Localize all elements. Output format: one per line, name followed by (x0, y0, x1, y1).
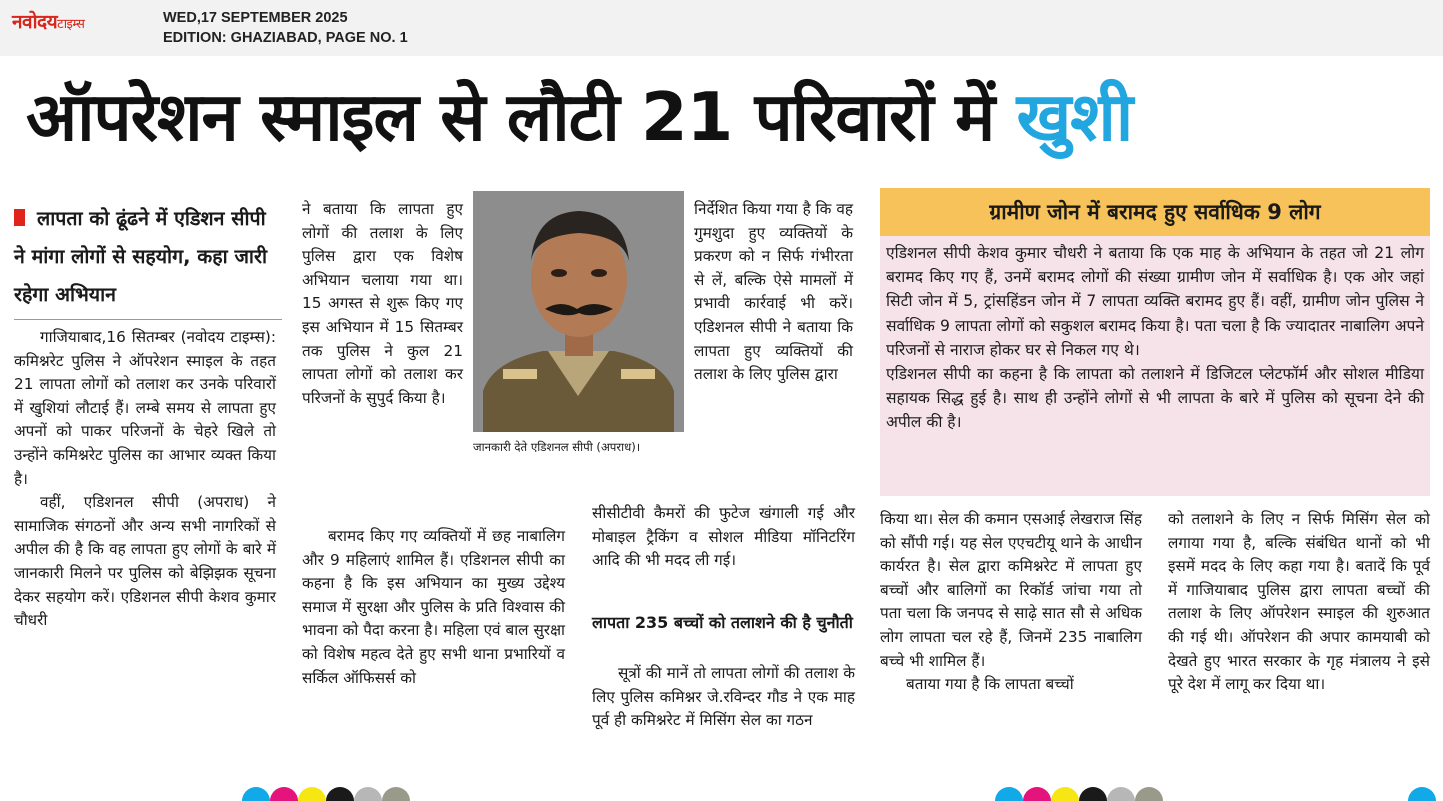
article-column-4 (880, 508, 1142, 697)
sidebar-box-title: ग्रामीण जोन में बरामद हुए सर्वाधिक 9 लोग (880, 188, 1430, 236)
paragraph: बरामद किए गए व्यक्तियों में छह नाबालिग और 9 महिलाएं शामिल हैं। एडिशनल सीपी का कहना है कि इस अभियान का मुख्य उद्देश्य समाज में सुरक्षा और पुलिस के प्रति विश्वास की भावना को पैदा करना है। महिला एवं बाल सुरक्षा को विशेष महत्व देते हुए सभी थाना प्रभारियों व सर्किल ऑफिसर्स को (302, 527, 565, 687)
publication-date: WED,17 SEPTEMBER 2025 (163, 10, 348, 26)
paragraph: को तलाशने के लिए न सिर्फ मिसिंग सेल को लगाया गया है, बल्कि संबंधित थानों को भी इसमें मदद के लिए कहा गया है। बतादें कि पूर्व में गाजियाबाद पुलिस द्वारा लापता बच्चों की तलाश के लिए ऑपरेशन स्माइल की शुरुआत की गई थी। ऑपरेशन की अपार कामयाबी को देखते हुए भारत सरकार के गृह मंत्रालय ने इसे पूरे देश में लागू कर दिया था। (1168, 510, 1430, 694)
bullet-square-icon (14, 209, 25, 226)
edition-info (163, 8, 408, 48)
article-column-1 (14, 326, 276, 633)
paragraph: एडिशनल सीपी का कहना है कि लापता को तलाशने में डिजिटल प्लेटफॉर्म और सोशल मीडिया सहायक सिद्ध हुई है। साथ ही उन्होंने लोगों से भी लापता के बारे में पुलिस को सूचना देने की अपील की है। (886, 365, 1424, 432)
paragraph: ने बताया कि लापता हुए लोगों की तलाश के लिए पुलिस द्वारा एक विशेष अभियान चलाया गया था। 15 अगस्त से शुरू किए गए इस अभियान में 15 सितम्बर तक पुलिस ने कुल 21 लापता लोगों को तलाश कर परिजनों के सुपुर्द किया है। (302, 200, 463, 407)
divider (14, 319, 282, 320)
article-column-3b (592, 502, 855, 573)
paragraph: किया था। सेल की कमान एसआई लेखराज सिंह को सौंपी गई। यह सेल एएचटीयू थाने के आधीन कार्यरत है। सेल द्वारा कमिश्नरेट में लापता हुए बच्चों और बालिगों का रिकॉर्ड जांचा गया तो पता चला कि जनपद से साढ़े सात सौ से अधिक लोग लापता चल रहे हैं, जिनमें 235 नाबालिग बच्चे भी शामिल हैं। (880, 510, 1142, 670)
photo-official (473, 191, 684, 432)
masthead-bar (0, 0, 1443, 56)
article-column-2b (302, 525, 565, 690)
edition-line: EDITION: GHAZIABAD, PAGE NO. 1 (163, 30, 408, 46)
article-column-2a (302, 198, 463, 410)
paragraph: निर्देशित किया गया है कि वह गुमशुदा हुए व्यक्तियों के प्रकरण को न सिर्फ गंभीरता से लें, बल्कि ऐसे मामलों में प्रभावी कार्रवाई भी करें। एडिशनल सीपी ने बताया कि लापता हुए व्यक्तियों की तलाश के लिए पुलिस द्वारा (694, 200, 853, 384)
article-column-3c (592, 662, 855, 733)
article-column-5 (1168, 508, 1430, 697)
photo-caption: जानकारी देते एडिशनल सीपी (अपराध)। (473, 440, 641, 454)
paragraph: सीसीटीवी कैमरों की फुटेज खंगाली गई और मोबाइल ट्रैकिंग व सोशल मीडिया मॉनिटरिंग आदि की भी मदद ली गई। (592, 504, 855, 570)
paragraph: बताया गया है कि लापता बच्चों (906, 675, 1074, 694)
paragraph: वहीं, एडिशनल सीपी (अपराध) ने सामाजिक संगठनों और अन्य सभी नागरिकों से अपील की है कि वह लापता हुए लोगों के बारे में जानकारी मिलने पर पुलिस को बेझिझक सूचना देकर सहयोग करें। एडिशनल सीपी केशव कुमार चौधरी (14, 493, 276, 630)
headline-highlight: खुशी (1016, 78, 1133, 156)
newspaper-logo: नवोदयटाइम्स (12, 11, 85, 33)
article-column-3a (694, 198, 853, 387)
sidebar-box-text (886, 241, 1424, 435)
main-headline: ऑपरेशन स्माइल से लौटी 21 परिवारों में खुशी (26, 78, 1133, 156)
portrait-image (473, 191, 684, 432)
paragraph: सूत्रों की मानें तो लापता लोगों की तलाश के लिए पुलिस कमिश्नर जे.रविन्दर गौड ने एक माह पूर्व ही कमिश्नरेट में मिसिंग सेल का गठन (592, 664, 855, 730)
print-marks-bar (0, 783, 1443, 801)
section-heading: लापता 235 बच्चों को तलाशने की है चुनौती (592, 613, 853, 632)
sub-headline: लापता को ढूंढने में एडिशन सीपी ने मांगा लोगों से सहयोग, कहा जारी रहेगा अभियान (14, 207, 267, 306)
paragraph: एडिशनल सीपी केशव कुमार चौधरी ने बताया कि एक माह के अभियान के तहत जो 21 लोग बरामद किए गए हैं, उनमें बरामद लोगों की संख्या ग्रामीण जोन में सर्वाधिक है। एक ओर जहां सिटी जोन में 5, ट्रांसहिंडन जोन में 7 लापता व्यक्ति बरामद हुए हैं। वहीं, ग्रामीण जोन पुलिस ने सर्वाधिक 9 लापता लोगों को सकुशल बरामद किया है। पता चला है कि ज्यादातर नाबालिग अपने परिजनों से नाराज होकर घर से निकल गए थे। (886, 244, 1424, 359)
paragraph: गाजियाबाद,16 सितम्बर (नवोदय टाइम्स): कमिश्नरेट पुलिस ने ऑपरेशन स्माइल के तहत 21 लापता लोगों को तलाश कर उनके परिवारों में खुशियां लौटाई हैं। लम्बे समय से लापता हुए अपनों को पाकर परिजनों के चेहरे खिले तो उन्होंने कमिश्नरेट पुलिस का आभार व्यक्त किया है। (14, 328, 276, 488)
